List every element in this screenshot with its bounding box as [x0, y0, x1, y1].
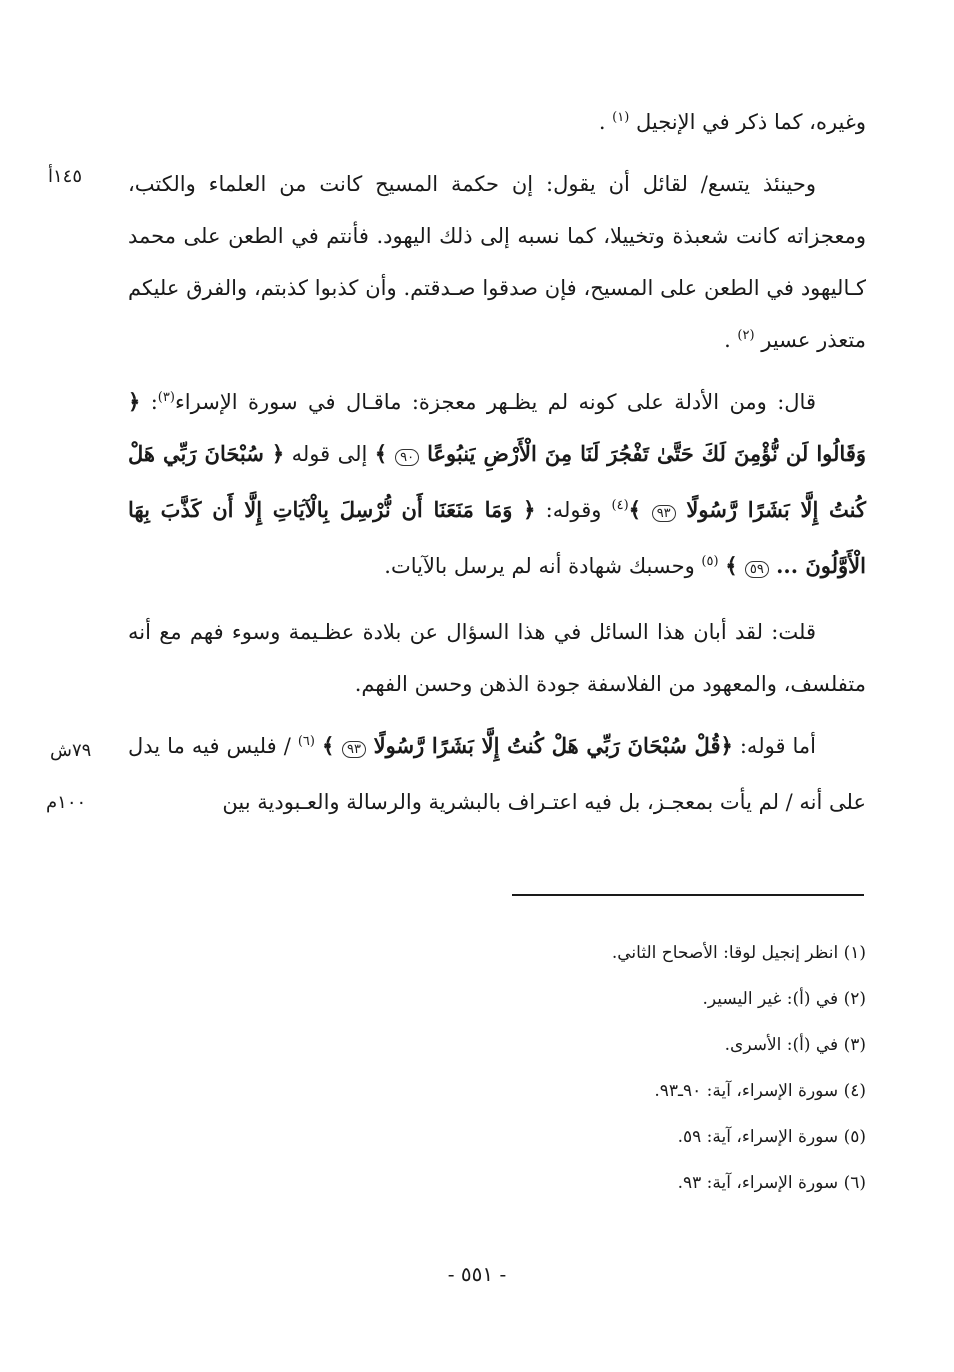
- text-span: إلى قوله: [284, 442, 375, 466]
- page-number: - ٥٥١ -: [447, 1262, 507, 1286]
- text-span: :: [140, 390, 158, 414]
- footnote-1: (١) انظر إنجيل لوقا: الأصحاح الثاني.: [611, 943, 866, 963]
- footnote-2: (٢) في (أ): غير اليسير.: [702, 989, 866, 1009]
- paragraph-5: [128, 720, 866, 828]
- text-span: .: [598, 110, 613, 134]
- ayah-number: ٩٠: [395, 449, 419, 466]
- paragraph-2: [128, 158, 866, 366]
- verse-bracket: ﴾: [374, 441, 388, 466]
- footnote-4: (٤) سورة الإسراء، آية: ٩٠ـ٩٣.: [654, 1081, 866, 1101]
- footnote-ref-3: (٣): [157, 390, 175, 405]
- quran-verse-4: [322, 733, 733, 758]
- margin-note-145a: ١٤٥أ: [48, 166, 83, 187]
- text-span: وقوله:: [535, 498, 612, 522]
- paragraph-3: [128, 376, 866, 596]
- ayah-number: ٥٩: [745, 561, 769, 578]
- paragraph-4: [128, 606, 866, 710]
- footnotes: [300, 930, 866, 1206]
- footnote-6: (٦) سورة الإسراء، آية: ٩٣.: [677, 1173, 866, 1193]
- footnote-3: (٣) في (أ): الأسرى.: [724, 1035, 866, 1055]
- margin-note-100m: ١٠٠م: [46, 792, 87, 813]
- ayah-number: ٩٣: [342, 741, 366, 758]
- verse-bracket: ﴾: [628, 497, 641, 522]
- text-span: وحينئذ يتسع/ لقائل أن يقول: إن حكمة المسيح كانت من العلماء والكتب، ومعجزاته كانت شعبذة وتخييلا، كما نسبه إلى ذلك اليهود. فأنتم في الطعن على محمد كـاليهود في الطعن على المسيح، فإن صدقوا صـدقتم. وأن كذبوا كذبتم، والفرق عليكم متعذر عسير: [128, 172, 866, 352]
- text-span: وغيره، كما ذكر في الإنجيل: [636, 110, 866, 134]
- footnote-ref-6: (٦): [297, 734, 315, 749]
- verse-text: ﴿ وَقَالُوا لَن نُّؤْمِنَ لَكَ حَتَّىٰ تَفْجُرَ لَنَا مِنَ الْأَرْضِ يَنبُوعًا: [128, 389, 867, 466]
- verse-text: ﴿ وَمَا مَنَعَنَا أَن نُّرْسِلَ بِالْآيَاتِ إِلَّا أَن كَذَّبَ بِهَا الْأَوَّلُونَ ...: [128, 497, 866, 578]
- paragraph-1: [128, 96, 866, 148]
- footnote-ref-5: (٥): [701, 554, 719, 569]
- main-text: [128, 96, 866, 828]
- footnote-ref-4: (٤): [611, 498, 629, 513]
- text-span: .: [724, 328, 738, 352]
- text-span: أما قوله:: [732, 734, 817, 758]
- ayah-number: ٩٣: [652, 505, 676, 522]
- footnote-5: (٥) سورة الإسراء، آية: ٥٩.: [677, 1127, 866, 1147]
- text-span: / فليس فيه ما يدل على أنه / لم يأت بمعجـز، بل فيه اعتـراف بالبشرية والرسالة والعـبودية بين: [128, 734, 866, 814]
- footnote-divider: [512, 894, 864, 896]
- footnote-ref-1: (١): [612, 110, 630, 125]
- verse-bracket: ﴾: [725, 553, 738, 578]
- text-span: وحسبك شهادة أنه لم يرسل بالآيات.: [384, 554, 702, 578]
- text-span: قلت: لقد أبان هذا السائل في هذا السؤال عن بلادة عظـيمة وسوء فهم مع أنه متفلسف، والمعهود من الفلاسفة جودة الذهن وحسن الفهم.: [128, 620, 866, 696]
- text-span: قال: ومن الأدلة على كونه لم يظـهر معجزة: ماقـال في سورة الإسراء: [174, 390, 816, 414]
- verse-bracket: ﴾: [322, 733, 335, 758]
- verse-text: ﴿قُلْ سُبْحَانَ رَبِّي هَلْ كُنتُ إِلَّا بَشَرًا رَّسُولًا: [373, 733, 733, 758]
- footnote-ref-2: (٢): [737, 328, 755, 343]
- margin-note-79sh: ٧٩ش: [50, 740, 92, 761]
- verse-text: ﴿ سُبْحَانَ رَبِّي هَلْ كُنتُ إِلَّا بَشَرًا رَّسُولًا: [128, 441, 866, 522]
